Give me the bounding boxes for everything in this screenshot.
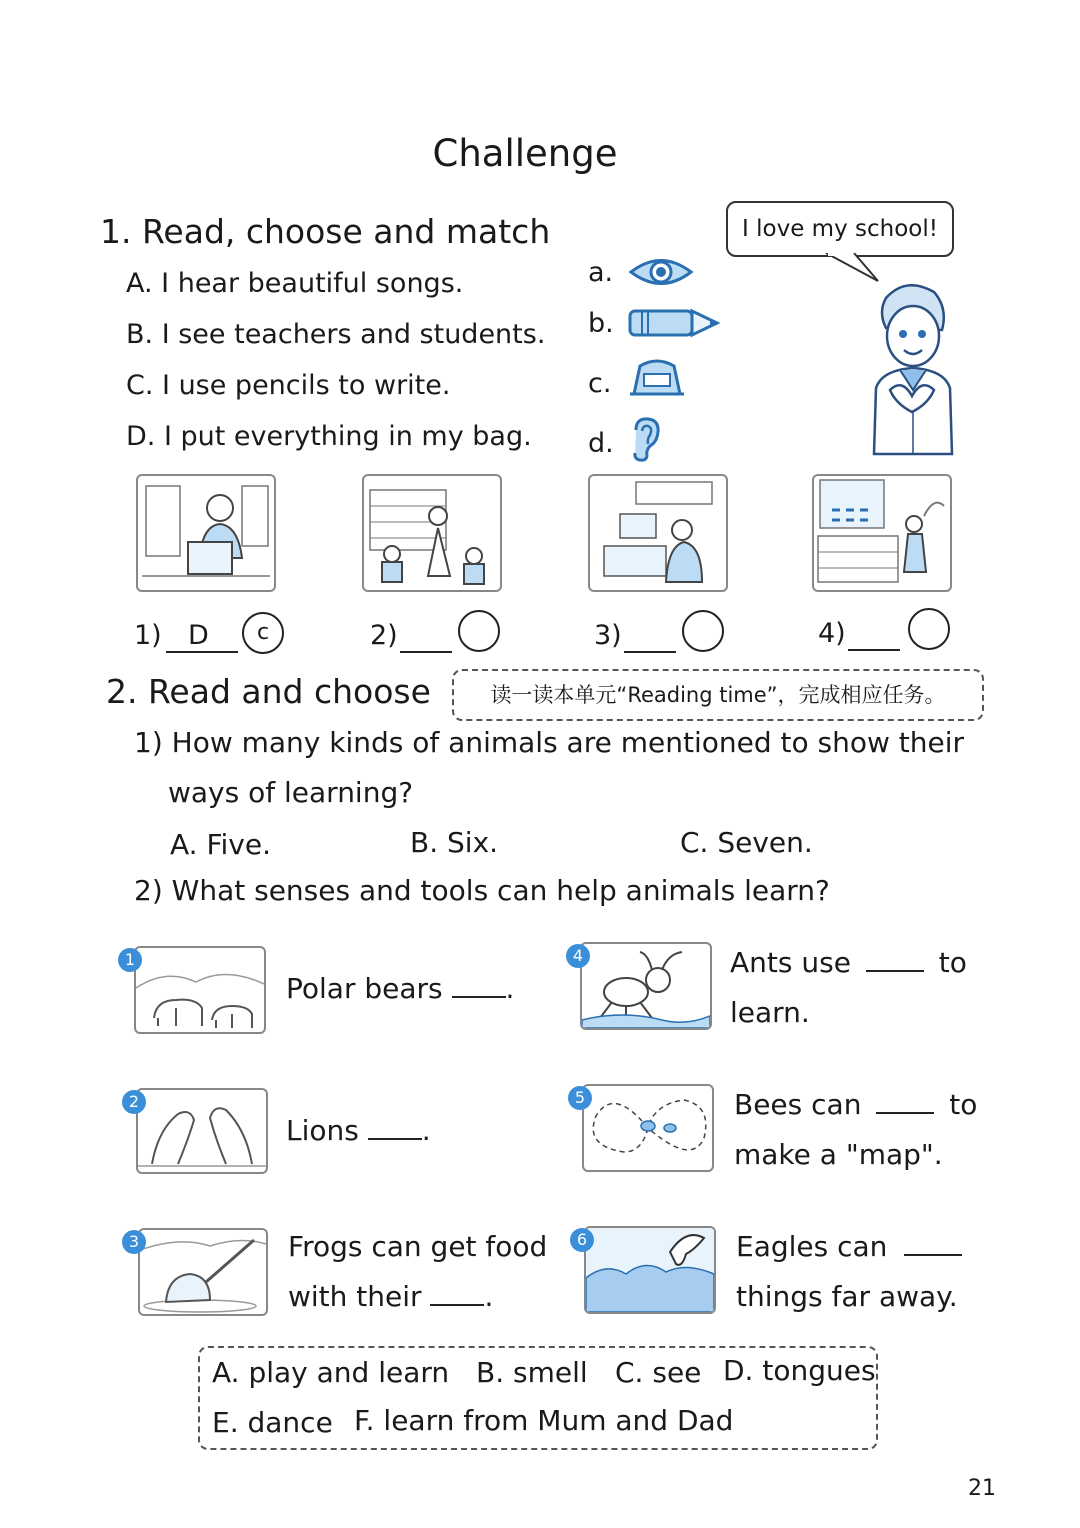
item-2-text: Lions . [286,1114,431,1147]
ear-icon [628,416,662,462]
page-number: 21 [968,1476,996,1501]
item-2-blank[interactable] [368,1137,422,1140]
choice-e: E. dance [212,1406,333,1439]
item-5-blank[interactable] [876,1111,934,1114]
item-4-blank[interactable] [866,969,924,972]
answer-1-num: 1) [134,620,162,651]
item-1-number: 1 [118,948,142,972]
answer-4-blank[interactable] [848,648,900,651]
question-2: 2) What senses and tools can help animals learn? [134,874,830,907]
answer-3-num: 3) [594,620,622,651]
answer-4-num: 4) [818,618,846,649]
answer-2-blank[interactable] [400,650,452,653]
sentence-c: C. I use pencils to write. [126,370,451,401]
picture-1 [136,474,276,592]
item-5-line2: make a "map". [734,1138,943,1171]
section2-heading: 2. Read and choose [106,672,431,711]
item-2-picture [136,1088,268,1174]
item-6-line2: things far away. [736,1280,958,1313]
item-3-blank[interactable] [430,1303,484,1306]
speech-bubble: I love my school! [726,201,954,257]
item-3-line2: with their . [288,1280,494,1313]
item-1-text: Polar bears . [286,972,515,1005]
item-6-line1: Eagles can [736,1230,962,1263]
sentence-d: D. I put everything in my bag. [126,421,532,452]
answer-1-circle[interactable]: c [242,612,284,654]
choice-a: A. play and learn [212,1356,450,1389]
boy-illustration [856,278,960,460]
choice-b: B. smell [476,1356,588,1389]
q1-option-b[interactable]: B. Six. [410,826,499,859]
item-5-picture [582,1084,714,1172]
option-b-letter: b. [588,308,614,339]
picture-4 [812,474,952,592]
choice-f: F. learn from Mum and Dad [354,1404,734,1437]
picture-3 [588,474,728,592]
item-2-number: 2 [122,1090,146,1114]
item-4-number: 4 [566,944,590,968]
answer-1-letter: D [188,620,209,651]
pencil-icon [628,306,720,340]
item-3-picture [138,1228,268,1316]
item-3-line1: Frogs can get food [288,1230,548,1263]
item-4-line2: learn. [730,996,810,1029]
answer-4-circle[interactable] [908,608,950,650]
item-1-blank[interactable] [452,995,506,998]
option-c-letter: c. [588,368,612,399]
item-6-number: 6 [570,1228,594,1252]
item-5-line1: Bees can to [734,1088,978,1121]
choice-c: C. see [615,1356,702,1389]
q1-option-a[interactable]: A. Five. [170,828,272,861]
sentence-a: A. I hear beautiful songs. [126,268,464,299]
question-1-line1: 1) How many kinds of animals are mentioned to show their [134,726,965,759]
item-5-number: 5 [568,1086,592,1110]
item-4-line1: Ants use to [730,946,967,979]
answer-2-circle[interactable] [458,610,500,652]
answer-3-circle[interactable] [682,610,724,652]
option-a-letter: a. [588,257,614,288]
item-6-picture [584,1226,716,1314]
page-title: Challenge [432,132,618,175]
item-6-blank[interactable] [904,1253,962,1256]
eye-icon [628,255,694,289]
option-d-letter: d. [588,428,614,459]
item-1-picture [134,946,266,1034]
question-1-line2: ways of learning? [168,776,414,809]
schoolbag-icon [626,358,688,398]
picture-2 [362,474,502,592]
reading-note: 读一读本单元“Reading time”，完成相应任务。 [452,669,984,721]
q1-option-c[interactable]: C. Seven. [680,826,813,859]
sentence-b: B. I see teachers and students. [126,319,546,350]
choice-d: D. tongues [723,1354,876,1387]
answer-2-num: 2) [370,620,398,651]
answer-3-blank[interactable] [624,650,676,653]
section1-heading: 1. Read, choose and match [100,212,551,251]
item-4-picture [580,942,712,1030]
item-3-number: 3 [122,1230,146,1254]
